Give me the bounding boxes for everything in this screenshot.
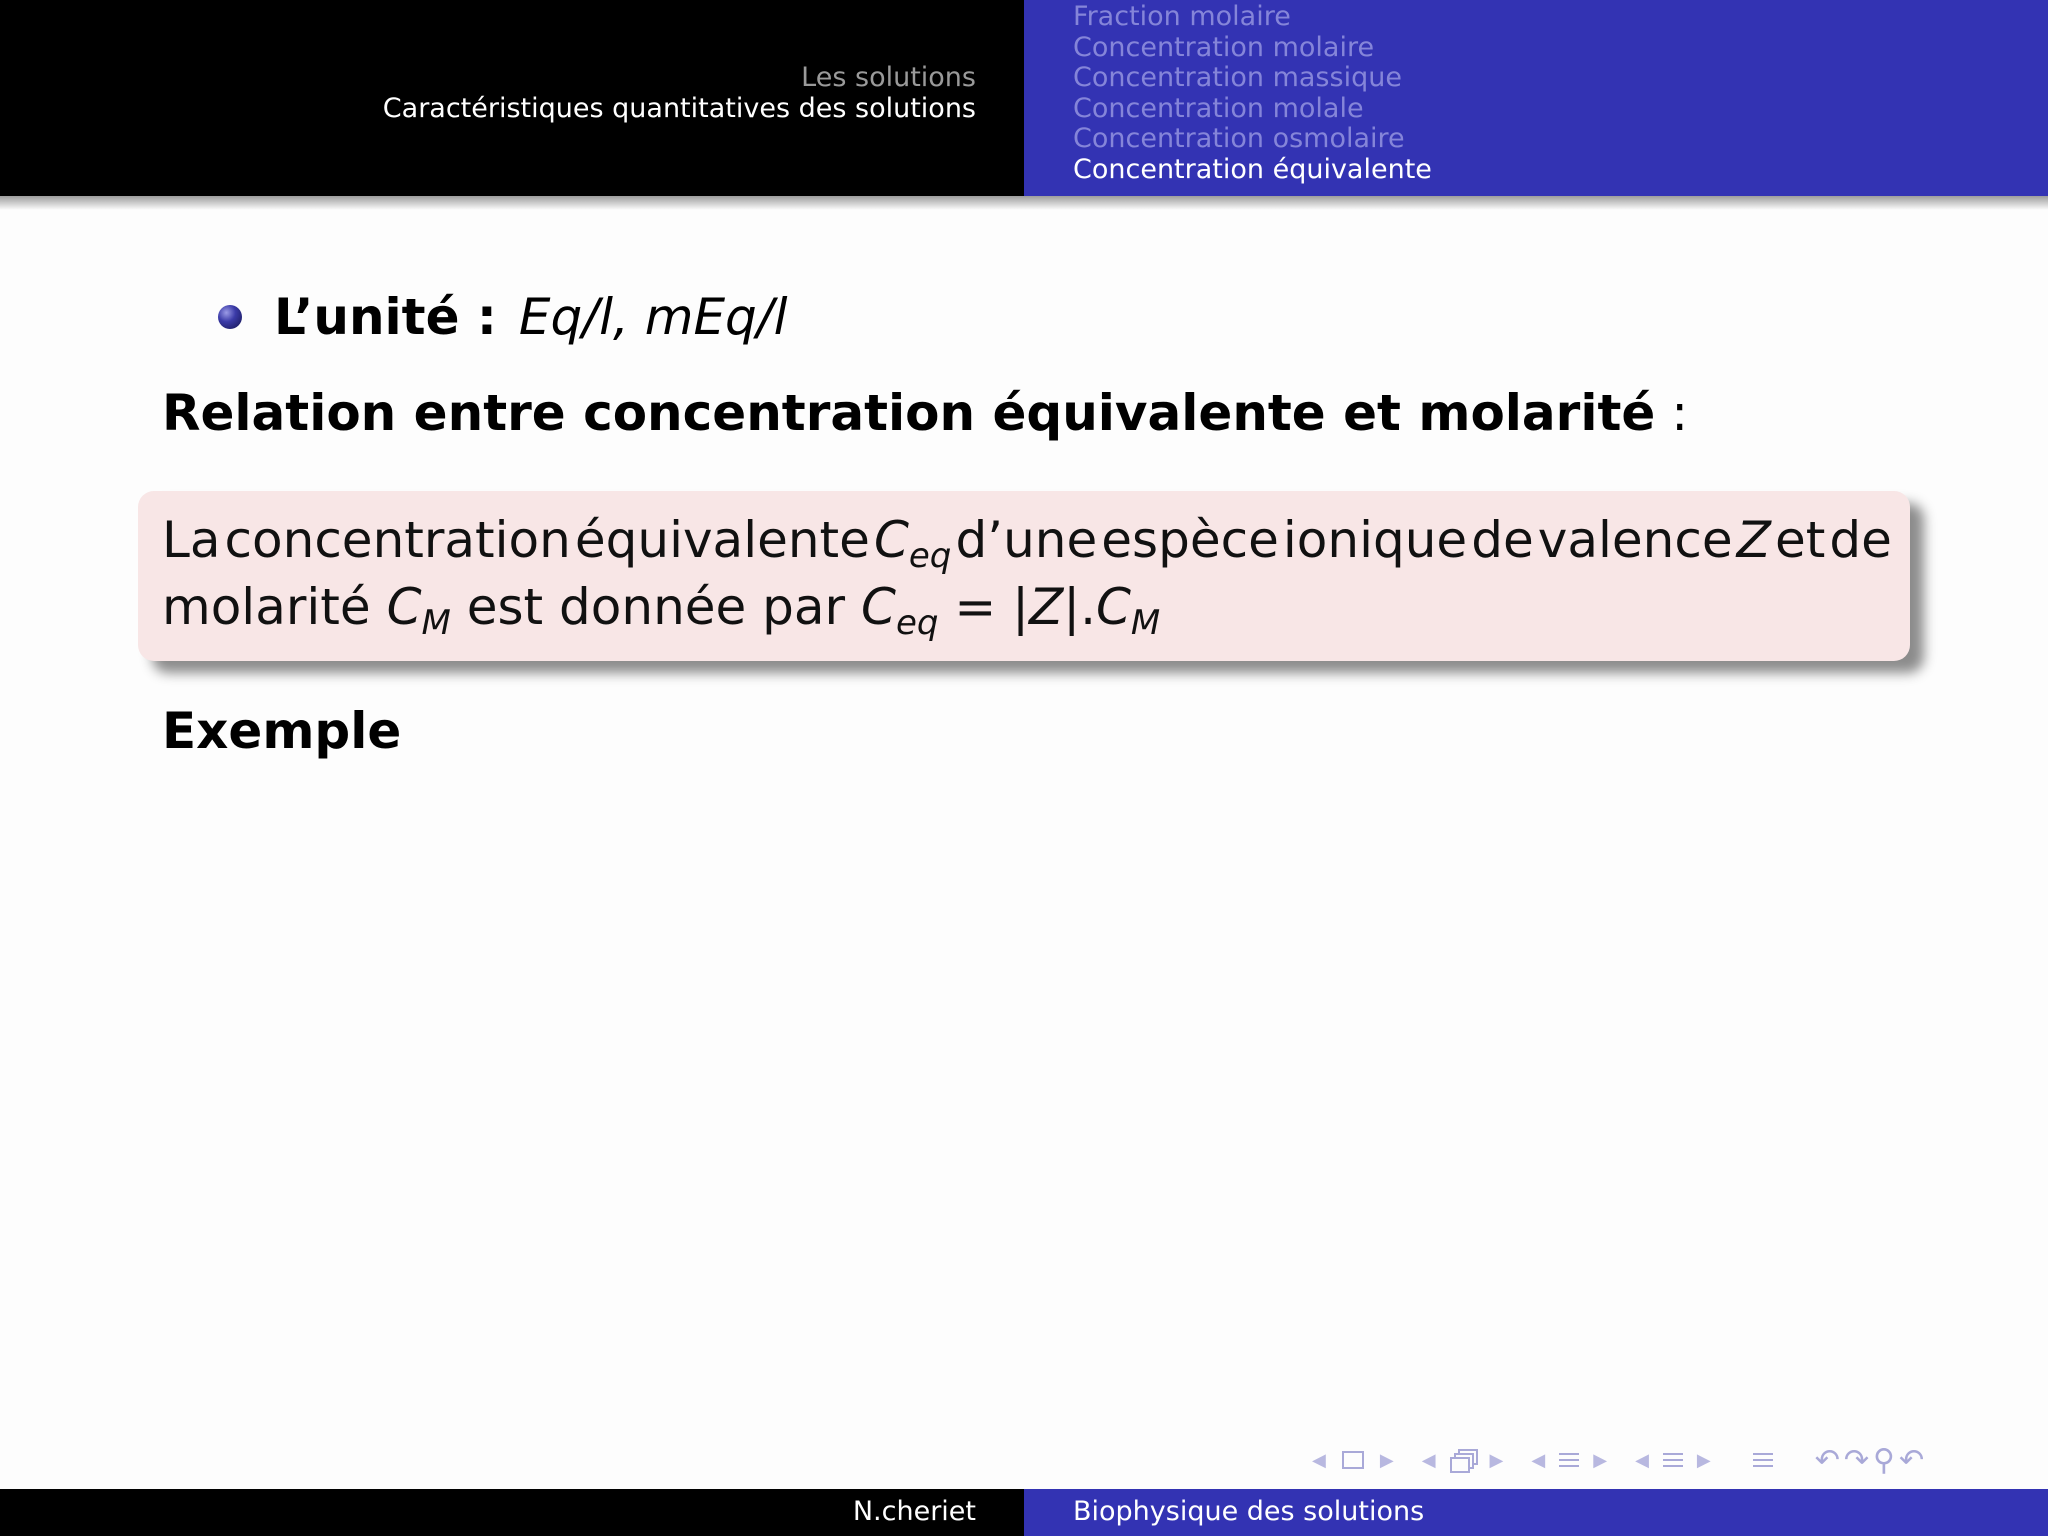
footer-left-panel [0, 1489, 1024, 1536]
symbol-c: C [861, 578, 896, 636]
symbol-c-eq [874, 507, 951, 574]
frame-nav[interactable] [1312, 1450, 1394, 1471]
example-heading: Exemple [162, 702, 402, 760]
subscript-eq: eq [908, 536, 952, 576]
footer [0, 1489, 2048, 1536]
footer-title: Biophysique des solutions [1073, 1496, 1425, 1527]
formula-operator: = | [938, 578, 1029, 636]
relation-heading-colon: : [1655, 384, 1689, 442]
symbol-c: C [386, 578, 422, 636]
word: ionique [1282, 511, 1468, 569]
appendix-lines-icon[interactable] [1753, 1453, 1773, 1467]
section-navigation [383, 62, 976, 124]
subscript-eq: eq [895, 603, 939, 643]
toc-item-concentration-molaire[interactable]: Concentration molaire [1073, 31, 1375, 63]
toc-item-concentration-osmolaire[interactable]: Concentration osmolaire [1073, 123, 1405, 155]
subsection-frames-icon[interactable] [1450, 1449, 1476, 1471]
arrow-right-icon[interactable]: ▶ [1593, 1449, 1608, 1471]
toc-item-concentration-equivalente[interactable]: Concentration équivalente [1073, 153, 1432, 185]
subsection-title[interactable]: Caractéristiques quantitatives des solutions [382, 93, 976, 124]
header-left-panel [0, 0, 1024, 196]
arrow-right-icon[interactable]: ▶ [1489, 1449, 1504, 1471]
word: d’une [955, 511, 1098, 569]
arrow-left-icon[interactable]: ◀ [1531, 1449, 1546, 1471]
word: La [162, 511, 221, 569]
arrow-left-icon[interactable]: ◀ [1421, 1449, 1436, 1471]
unit-bullet [218, 288, 788, 346]
unit-value: Eq/l, mEq/l [518, 288, 788, 346]
footer-author: N.cheriet [852, 1496, 976, 1527]
arrow-right-icon[interactable]: ▶ [1696, 1449, 1711, 1471]
definition-text [162, 507, 1892, 641]
subsection-nav[interactable] [1422, 1449, 1504, 1471]
header-shadow [0, 196, 2048, 210]
document-nav[interactable] [1635, 1450, 1711, 1471]
header-right-panel [1024, 0, 2048, 196]
back-icon[interactable]: ↶ [1899, 1442, 1925, 1478]
formula-operator: |. [1063, 578, 1096, 636]
beamer-navigation [1312, 1444, 1924, 1476]
definition-block [138, 491, 1910, 661]
unit-label: L’unité : [274, 288, 497, 346]
word: et [1774, 511, 1826, 569]
subsection-toc [1073, 2, 1432, 186]
frame-icon[interactable] [1342, 1451, 1364, 1469]
relation-heading-text: Relation entre concentration équivalente et molarité [162, 384, 1656, 442]
document-lines-icon[interactable] [1663, 1453, 1683, 1467]
relation-heading [162, 384, 1688, 442]
word: de [1471, 511, 1534, 569]
toc-item-fraction-molaire[interactable]: Fraction molaire [1073, 1, 1291, 32]
definition-line-2 [162, 574, 1892, 641]
arrow-right-icon[interactable]: ▶ [1379, 1449, 1394, 1471]
symbol-c: C [1095, 578, 1131, 636]
subscript-m: M [421, 603, 451, 643]
word: valence [1537, 511, 1733, 569]
toc-item-concentration-massique[interactable]: Concentration massique [1073, 62, 1402, 94]
symbol-z: Z [1736, 511, 1771, 569]
search-icon[interactable]: ⚲ [1873, 1442, 1896, 1478]
phrase: est donnée par [466, 578, 846, 636]
word: équivalente [574, 511, 870, 569]
word: espèce [1101, 511, 1279, 569]
search-back-nav[interactable] [1815, 1443, 1924, 1478]
section-lines-icon[interactable] [1559, 1453, 1579, 1467]
arrow-left-icon[interactable]: ◀ [1312, 1449, 1326, 1471]
subscript-m: M [1130, 603, 1161, 643]
arrow-left-icon[interactable]: ◀ [1635, 1449, 1649, 1471]
word: concentration [224, 511, 571, 569]
section-title[interactable]: Les solutions [801, 62, 976, 93]
section-nav[interactable] [1531, 1450, 1607, 1471]
bullet-ball-icon [218, 305, 242, 329]
toc-item-concentration-molale[interactable]: Concentration molale [1073, 92, 1364, 124]
redo-icon[interactable]: ↷ [1843, 1442, 1870, 1478]
word: de [1829, 511, 1892, 569]
symbol-c: C [873, 511, 909, 569]
symbol-z: Z [1028, 578, 1064, 636]
definition-line-1 [162, 507, 1892, 574]
footer-right-panel [1024, 1489, 2048, 1536]
header [0, 0, 2048, 196]
word: molarité [162, 578, 371, 636]
undo-icon[interactable]: ↶ [1814, 1442, 1840, 1478]
